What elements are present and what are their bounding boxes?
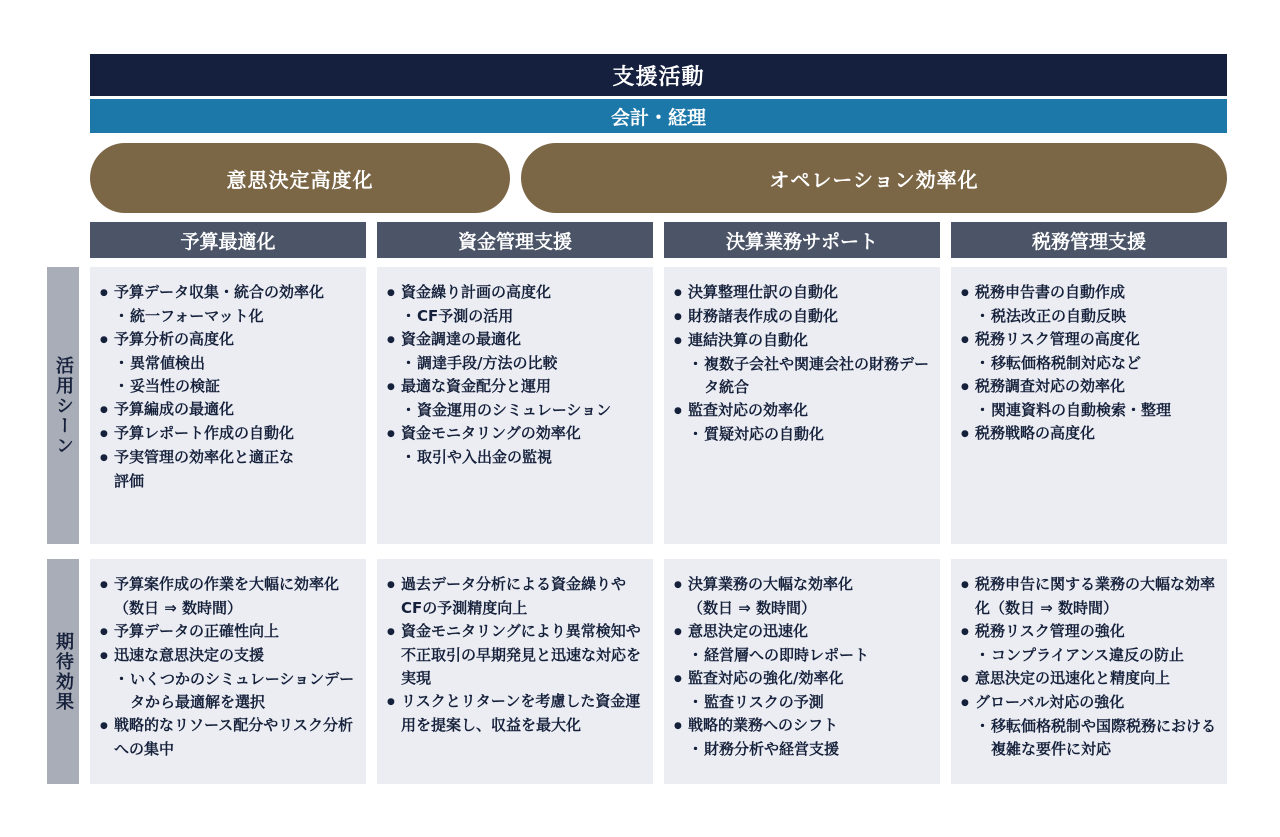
bullet-item: ● 資金繰り計画の高度化 bbox=[387, 281, 645, 305]
cell-tax-use-cases bbox=[951, 267, 1227, 544]
sub-bullet-item: ・ 取引や入出金の監視 bbox=[387, 446, 645, 469]
sub-bullet-item: ・ 異常値検出 bbox=[100, 352, 358, 375]
sub-bullet-item: ・ 税法改正の自動反映 bbox=[961, 305, 1219, 328]
cell-list bbox=[387, 281, 645, 469]
bullet-item: ● 連結決算の自動化 bbox=[674, 329, 932, 353]
bullet-item: ● 予実管理の効率化と適正な bbox=[100, 446, 358, 470]
bullet-item: ● 資金モニタリングの効率化 bbox=[387, 422, 645, 446]
cell-tax-effects bbox=[951, 559, 1227, 784]
bullet-item: ● 戦略的業務へのシフト bbox=[674, 714, 932, 738]
bullet-item: ● 意思決定の迅速化と精度向上 bbox=[961, 667, 1219, 691]
support-activity-header: 支援活動 bbox=[90, 54, 1227, 96]
cell-list bbox=[100, 281, 358, 493]
sub-bullet-item: ・ 関連資料の自動検索・整理 bbox=[961, 399, 1219, 422]
row-label-use-cases bbox=[47, 267, 79, 544]
bullet-item: ● 予算レポート作成の自動化 bbox=[100, 422, 358, 446]
row-label-use-cases-text: 活用シーン bbox=[53, 355, 74, 456]
bullet-item: （数日 ⇒ 数時間） bbox=[688, 599, 817, 617]
sub-bullet-item: ・ CF予測の活用 bbox=[387, 305, 645, 328]
bullet-item: ● 戦略的なリソース配分やリスク分析への集中 bbox=[100, 714, 358, 761]
sub-bullet-item: ・ コンプライアンス違反の防止 bbox=[961, 644, 1219, 667]
sub-bullet-item: ・ 調達手段/方法の比較 bbox=[387, 352, 645, 375]
sub-bullet-item: ・ 複数子会社や関連会社の財務データ統合 bbox=[674, 353, 932, 399]
cell-closing-effects bbox=[664, 559, 940, 784]
sub-bullet-item: ・ 移転価格税制や国際税務における複雑な要件に対応 bbox=[961, 715, 1219, 761]
column-header-closing: 決算業務サポート bbox=[664, 222, 940, 258]
sub-bullet-item: ・ 財務分析や経営支援 bbox=[674, 738, 932, 761]
accounting-header: 会計・経理 bbox=[90, 99, 1227, 133]
bullet-item: ● 決算業務の大幅な効率化 bbox=[674, 573, 932, 597]
bullet-item: ● 予算データの正確性向上 bbox=[100, 620, 358, 644]
sub-bullet-item: ・ 妥当性の検証 bbox=[100, 375, 358, 398]
bullet-item: ● リスクとリターンを考慮した資金運用を提案し、収益を最大化 bbox=[387, 690, 645, 737]
sub-bullet-item: ・ 経営層への即時レポート bbox=[674, 644, 932, 667]
cell-list bbox=[387, 573, 645, 737]
bullet-item: ● 予算データ収集・統合の効率化 bbox=[100, 281, 358, 305]
bullet-item: ● 税務リスク管理の高度化 bbox=[961, 328, 1219, 352]
bullet-item: ● グローバル対応の強化 bbox=[961, 691, 1219, 715]
bullet-item: ● 資金モニタリングにより異常検知や不正取引の早期発見と迅速な対応を実現 bbox=[387, 620, 645, 690]
column-header-tax: 税務管理支援 bbox=[951, 222, 1227, 258]
bullet-item: ● 資金調達の最適化 bbox=[387, 328, 645, 352]
cell-list bbox=[100, 573, 358, 761]
sub-bullet-item: ・ 質疑対応の自動化 bbox=[674, 423, 932, 446]
sub-bullet-item: ・ 監査リスクの予測 bbox=[674, 691, 932, 714]
bullet-item: ● 税務申告に関する業務の大幅な効率化（数日 ⇒ 数時間） bbox=[961, 573, 1219, 620]
sub-bullet-item: ・ 資金運用のシミュレーション bbox=[387, 399, 645, 422]
cell-list bbox=[674, 281, 932, 446]
bullet-item: ● 最適な資金配分と運用 bbox=[387, 375, 645, 399]
bullet-item: ● 迅速な意思決定の支援 bbox=[100, 644, 358, 668]
sub-bullet-item: ・ 移転価格税制対応など bbox=[961, 352, 1219, 375]
cell-list bbox=[961, 573, 1219, 761]
row-label-effects-text: 期待効果 bbox=[53, 631, 74, 712]
bullet-item: ● 決算整理仕訳の自動化 bbox=[674, 281, 932, 305]
column-header-cash: 資金管理支援 bbox=[377, 222, 653, 258]
bullet-item: ● 予算編成の最適化 bbox=[100, 398, 358, 422]
decision-making-pill: 意思決定高度化 bbox=[90, 143, 510, 213]
sub-bullet-item: ・ いくつかのシミュレーションデータから最適解を選択 bbox=[100, 668, 358, 714]
bullet-item: ● 予算分析の高度化 bbox=[100, 328, 358, 352]
cell-closing-use-cases bbox=[664, 267, 940, 544]
bullet-item: ● 予算案作成の作業を大幅に効率化（数日 ⇒ 数時間） bbox=[100, 573, 358, 620]
sub-bullet-item: ・ 統一フォーマット化 bbox=[100, 305, 358, 328]
bullet-item: 評価 bbox=[114, 472, 145, 490]
cell-list bbox=[961, 281, 1219, 446]
bullet-item: ● 意思決定の迅速化 bbox=[674, 620, 932, 644]
cell-cash-use-cases bbox=[377, 267, 653, 544]
bullet-item: ● 税務戦略の高度化 bbox=[961, 422, 1219, 446]
bullet-item: ● 税務リスク管理の強化 bbox=[961, 620, 1219, 644]
bullet-item: ● 税務申告書の自動作成 bbox=[961, 281, 1219, 305]
cell-budget-use-cases bbox=[90, 267, 366, 544]
bullet-item: ● 過去データ分析による資金繰りやCFの予測精度向上 bbox=[387, 573, 645, 620]
cell-cash-effects bbox=[377, 559, 653, 784]
cell-budget-effects bbox=[90, 559, 366, 784]
bullet-item: ● 監査対応の効率化 bbox=[674, 399, 932, 423]
cell-list bbox=[674, 573, 932, 761]
operation-efficiency-pill: オペレーション効率化 bbox=[521, 143, 1227, 213]
bullet-item: ● 監査対応の強化/効率化 bbox=[674, 667, 932, 691]
bullet-item: ● 税務調査対応の効率化 bbox=[961, 375, 1219, 399]
column-header-budget: 予算最適化 bbox=[90, 222, 366, 258]
row-label-effects bbox=[47, 559, 79, 784]
bullet-item: ● 財務諸表作成の自動化 bbox=[674, 305, 932, 329]
